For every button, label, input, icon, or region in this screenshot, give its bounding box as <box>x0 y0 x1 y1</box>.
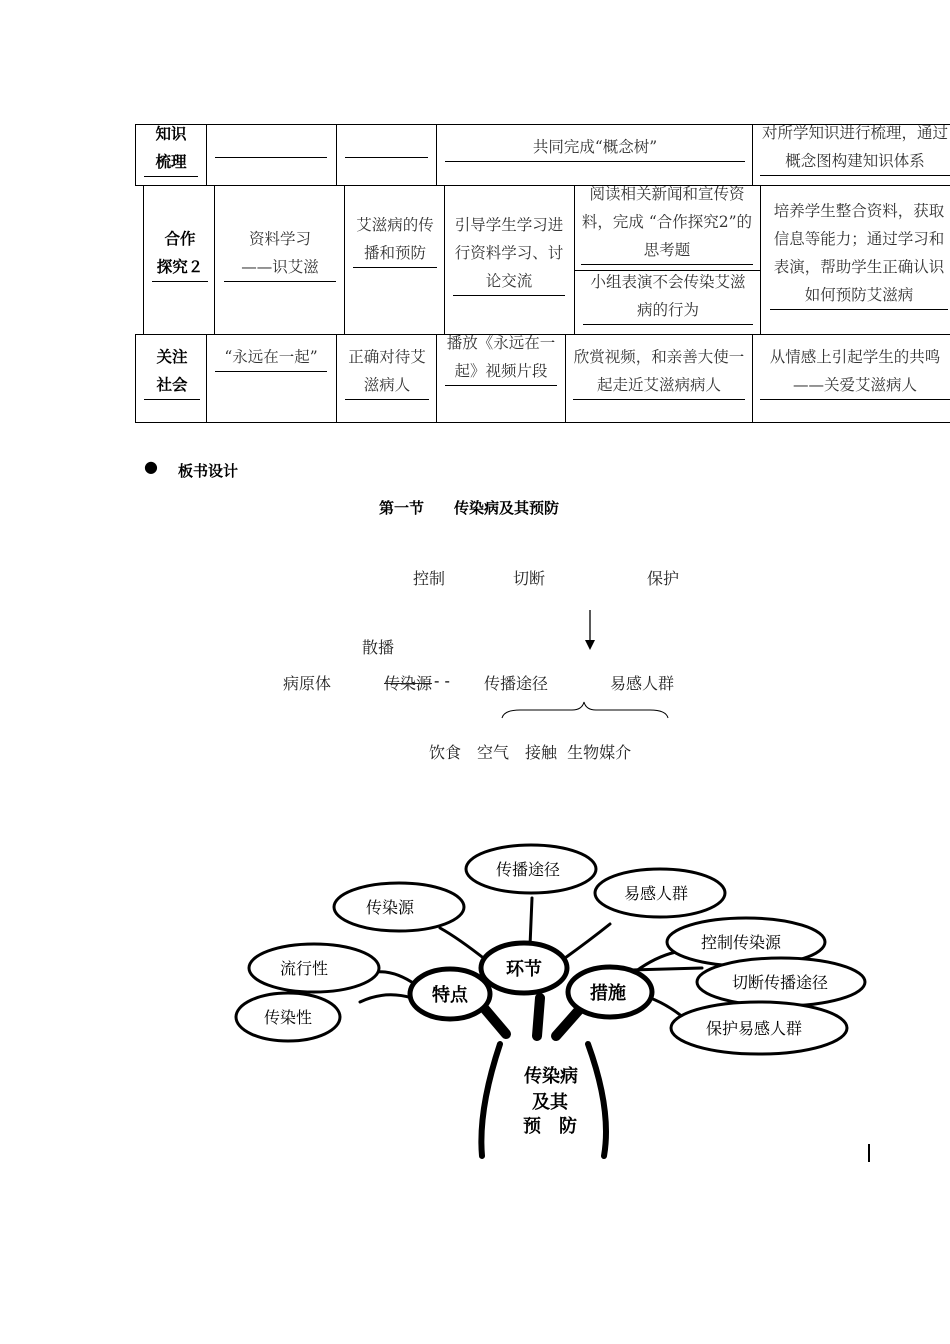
text-infectious: 传染性 <box>263 1008 313 1027</box>
bullet-icon: ● <box>144 457 158 476</box>
text-epidemic: 流行性 <box>279 959 329 978</box>
board-title: 第一节 传染病及其预防 <box>379 499 560 517</box>
label-spread: 散播 <box>362 638 395 657</box>
label-control: 控制 <box>413 569 446 588</box>
dash-connector: - - <box>434 671 450 690</box>
text-control: 控制传染源 <box>700 933 782 952</box>
row2-teacher: 引导学生学习进行资料学习、讨论交流 <box>453 211 565 296</box>
row2-intent: 培养学生整合资料，获取信息等能力；通过学习和表演，帮助学生正确认识如何预防艾滋病 <box>770 197 948 310</box>
label-susceptible: 易感人群 <box>610 674 675 693</box>
trunk-line-3: 预 防 <box>523 1116 577 1137</box>
row3-topic: “永远在一起” <box>215 343 327 372</box>
row1-intent: 对所学知识进行梳理，通过概念图构建知识体系 <box>760 119 950 176</box>
row2-content: 艾滋病的传播和预防 <box>353 211 437 268</box>
down-arrow-icon <box>580 610 600 652</box>
row1-head: 知识 梳理 <box>144 120 198 177</box>
trunk-line-1: 传染病 <box>524 1066 578 1087</box>
label-route: 传播途径 <box>484 674 549 693</box>
text-route: 传播途径 <box>495 860 561 879</box>
text-susceptible: 易感人群 <box>623 884 689 903</box>
text-cursor <box>868 1144 870 1162</box>
label-protect: 保护 <box>647 569 680 588</box>
text-links: 环节 <box>506 959 542 980</box>
row3-head: 关注 社会 <box>144 343 200 400</box>
row2-student-a: 阅读相关新闻和宣传资料，完成 “合作探究2”的思考题 <box>581 180 753 265</box>
brace-icon <box>500 700 670 722</box>
row3-teacher: 播放《永远在一起》视频片段 <box>445 329 557 386</box>
label-ways: 饮食 空气 接触 生物媒介 <box>429 743 632 762</box>
row3-intent: 从情感上引起学生的共鸣——关爱艾滋病人 <box>760 343 950 400</box>
trunk-line-2: 及其 <box>532 1092 568 1113</box>
text-measures: 措施 <box>590 983 626 1004</box>
row1-activity: 共同完成“概念树” <box>445 133 745 162</box>
label-source: 传染源 <box>384 674 433 693</box>
row3-student: 欣赏视频，和亲善大使一起走近艾滋病病人 <box>573 343 745 400</box>
concept-tree <box>0 820 950 1180</box>
row3-content: 正确对待艾滋病人 <box>345 343 429 400</box>
text-features: 特点 <box>432 985 468 1006</box>
row2-topic: 资料学习 ——识艾滋 <box>224 225 336 282</box>
row2-student-b: 小组表演不会传染艾滋病的行为 <box>583 268 753 325</box>
board-heading: 板书设计 <box>178 462 239 480</box>
text-protect: 保护易感人群 <box>705 1019 803 1038</box>
label-pathogen: 病原体 <box>283 674 332 693</box>
text-source: 传染源 <box>365 898 415 917</box>
label-cut: 切断 <box>513 569 546 588</box>
row2-head: 合作 探究２ <box>152 225 208 282</box>
text-cut: 切断传播途径 <box>731 973 829 992</box>
